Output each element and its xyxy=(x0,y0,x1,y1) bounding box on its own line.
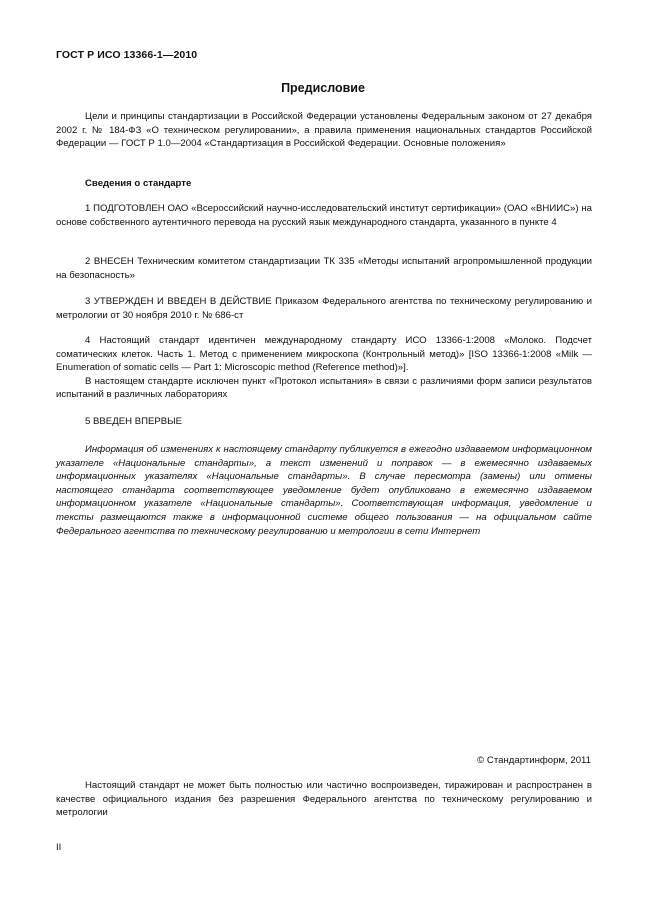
item-1-paragraph: 1 ПОДГОТОВЛЕН ОАО «Всероссийский научно-исследовательский институт сертификации» (ОАО «ВНИИС») на основе собственного аутентичного перевода на русский язык международного стандарта, указанного в пункте 4 xyxy=(56,203,592,228)
item-2-paragraph: 2 ВНЕСЕН Техническим комитетом стандартизации ТК 335 «Методы испытаний агропромышленной продукции на безопасность» xyxy=(56,256,592,281)
reproduction-notice: Настоящий стандарт не может быть полностью или частично воспроизведен, тиражирован и распространен в качестве официального издания без разрешения Федерального агентства по техническому регулированию и метрологии xyxy=(56,780,592,819)
reproduction-block xyxy=(56,779,592,820)
intro-paragraph: Цели и принципы стандартизации в Российской Федерации установлены Федеральным законом от 27 декабря 2002 г. № 184-ФЗ «О техническом регулировании», а правила применения национальных стандартов Российской Федерации — ГОСТ Р 1.0—2004 «Стандартизация в Российской Федерации. Основные положения» xyxy=(56,111,592,150)
item-5-block xyxy=(56,415,592,429)
section-heading: Сведения о стандарте xyxy=(85,178,192,189)
item-2-block xyxy=(56,255,592,282)
intro-block xyxy=(56,110,592,151)
section-heading-block xyxy=(56,177,592,191)
item-5-paragraph: 5 ВВЕДЕН ВПЕРВЫЕ xyxy=(85,416,183,427)
page-number: II xyxy=(56,842,62,853)
item-4-note-paragraph: В настоящем стандарте исключен пункт «Протокол испытания» в связи с различиями форм записи результатов испытаний в различных лабораториях xyxy=(56,375,592,401)
notice-paragraph: Информация об изменениях к настоящему стандарту публикуется в ежегодно издаваемом информационном указателе «Национальные стандарты», а текст изменений и поправок — в ежемесячно издаваемых информационных указателях «Национальные стандарты». В случае пересмотра (замены) или отмены настоящего стандарта соответствующее уведомление будет опубликовано в ежемесячно издаваемом информационном указателе «Национальные стандарты». Соответствующая информация, уведомление и тексты размещаются также в информационной системе общего пользования — на официальном сайте Федерального агентства по техническому регулированию и метрологии в сети Интернет xyxy=(56,444,592,537)
notice-block xyxy=(56,443,592,538)
item-4-block xyxy=(56,334,592,402)
item-4-paragraph: 4 Настоящий стандарт идентичен международному стандарту ИСО 13366-1:2008 «Молоко. Подсчет соматических клеток. Часть 1. Метод с применением микроскопа (Контрольный метод)» [ISO 13366-1:2008 «Milk — Enumeration of somatic cells — Part 1: Microscopic method (Reference method)»]. xyxy=(56,335,592,374)
item-3-paragraph: 3 УТВЕРЖДЕН И ВВЕДЕН В ДЕЙСТВИЕ Приказом Федерального агентства по техническому регулированию и метрологии от 30 ноября 2010 г. № 686-ст xyxy=(56,296,592,321)
item-3-block xyxy=(56,295,592,322)
standard-id-header: ГОСТ Р ИСО 13366-1—2010 xyxy=(56,49,198,61)
page-title: Предисловие xyxy=(281,81,365,95)
copyright-notice: © Стандартинформ, 2011 xyxy=(477,755,591,766)
item-1-block xyxy=(56,202,592,229)
